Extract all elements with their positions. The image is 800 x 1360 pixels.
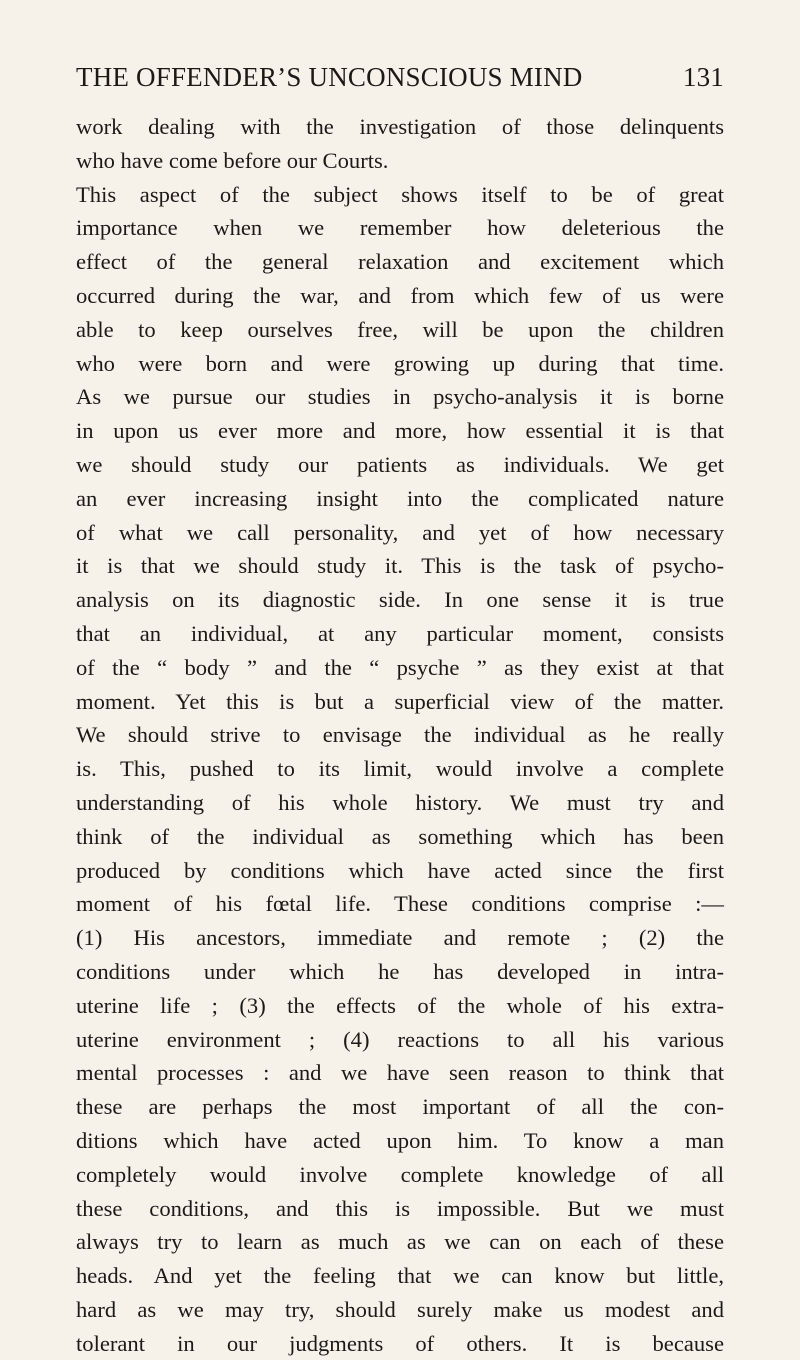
text-line: (1) His ancestors, immediate and remote ; (2) the: [76, 925, 724, 951]
text-line: these conditions, and this is impossible. But we must: [76, 1195, 724, 1221]
text-line: who have come before our Courts.: [76, 147, 389, 173]
text-line: uterine life ; (3) the effects of the whole of his extra-: [76, 992, 724, 1018]
running-head-title: THE OFFENDER’S UNCONSCIOUS MIND: [76, 62, 583, 92]
text-line: it is that we should study it. This is the task of psycho-: [76, 553, 724, 579]
text-line: We should strive to envisage the individual as he really: [76, 722, 724, 748]
text-line: always try to learn as much as we can on each of these: [76, 1229, 724, 1255]
text-line: heads. And yet the feeling that we can know but little,: [76, 1263, 724, 1289]
text-line: As we pursue our studies in psycho-analysis it is borne: [76, 384, 724, 410]
text-line: work dealing with the investigation of those delinquents: [76, 114, 724, 139]
text-line: moment. Yet this is but a superficial view of the matter.: [76, 688, 724, 714]
text-line: importance when we remember how deleterious the: [76, 215, 724, 241]
text-line: tolerant in our judgments of others. It is because: [76, 1330, 724, 1356]
text-line: of what we call personality, and yet of how necessary: [76, 519, 724, 545]
page-number: 131: [682, 62, 724, 92]
text-line: an ever increasing insight into the complicated nature: [76, 485, 724, 511]
text-line: effect of the general relaxation and excitement which: [76, 249, 724, 275]
text-line: these are perhaps the most important of all the con-: [76, 1094, 724, 1120]
text-line: occurred during the war, and from which few of us were: [76, 282, 724, 308]
text-line: able to keep ourselves free, will be upon the children: [76, 316, 724, 342]
text-line: This aspect of the subject shows itself to be of great: [76, 181, 724, 207]
text-line: uterine environment ; (4) reactions to all his various: [76, 1026, 724, 1052]
text-line: think of the individual as something which has been: [76, 823, 724, 849]
text-line: analysis on its diagnostic side. In one sense it is true: [76, 587, 724, 613]
running-head: [76, 62, 724, 98]
text-line: completely would involve complete knowledge of all: [76, 1161, 724, 1187]
text-line: that an individual, at any particular moment, consists: [76, 620, 724, 646]
text-line: understanding of his whole history. We must try and: [76, 789, 724, 815]
text-line: is. This, pushed to its limit, would involve a complete: [76, 756, 724, 782]
text-line: we should study our patients as individuals. We get: [76, 451, 724, 477]
text-line: produced by conditions which have acted since the first: [76, 857, 724, 883]
body-text: [76, 110, 724, 1360]
text-line: conditions under which he has developed in intra-: [76, 958, 724, 984]
text-line: ditions which have acted upon him. To know a man: [76, 1127, 724, 1153]
text-line: mental processes : and we have seen reason to think that: [76, 1060, 724, 1086]
text-line: in upon us ever more and more, how essential it is that: [76, 418, 724, 444]
text-line: hard as we may try, should surely make us modest and: [76, 1296, 724, 1322]
text-line: moment of his fœtal life. These conditions comprise :—: [76, 891, 724, 917]
text-line: who were born and were growing up during that time.: [76, 350, 724, 376]
text-line: of the “ body ” and the “ psyche ” as they exist at that: [76, 654, 724, 680]
